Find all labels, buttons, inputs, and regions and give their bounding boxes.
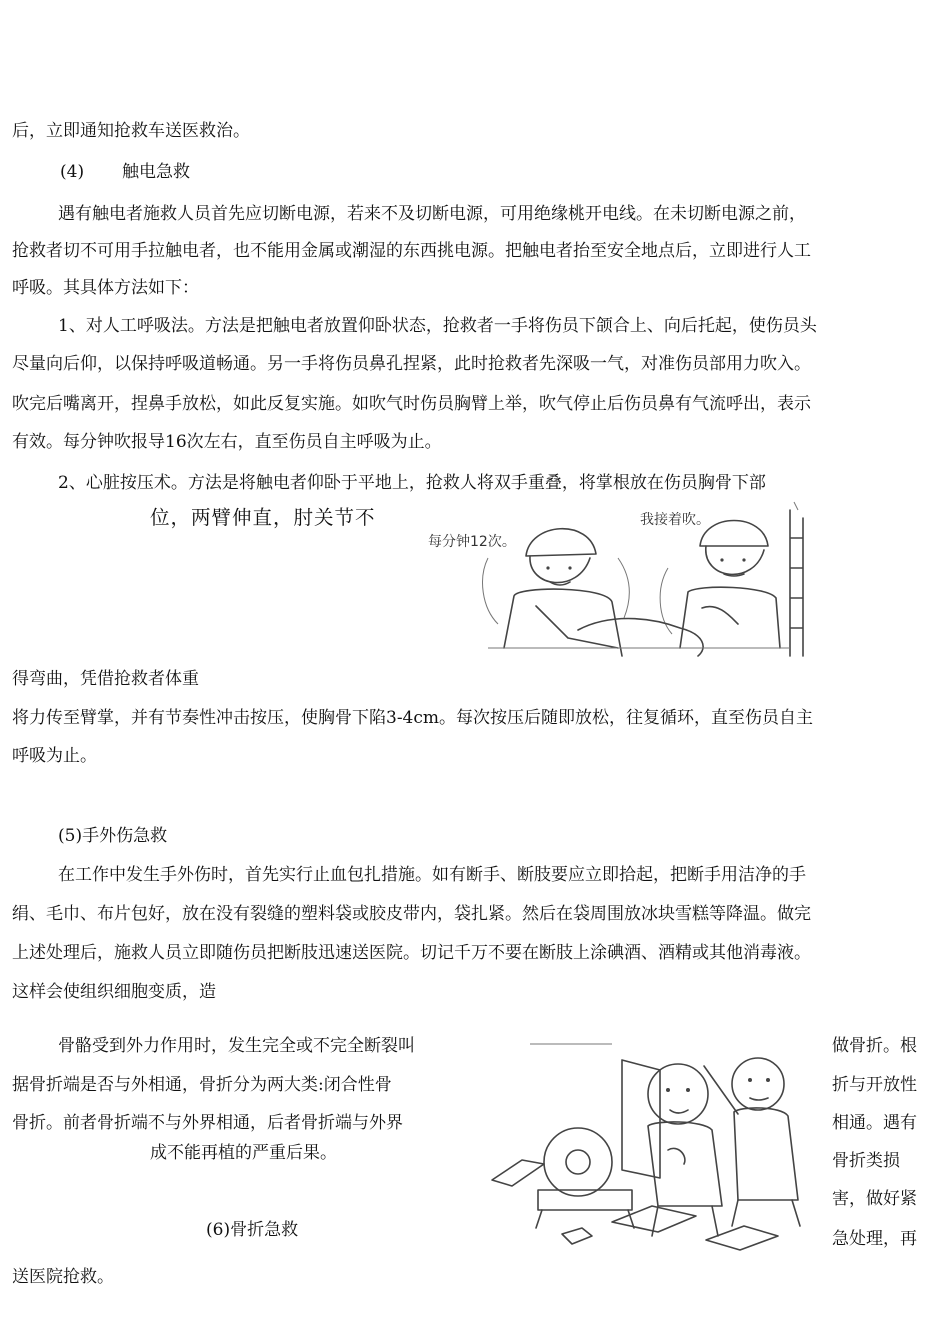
sec4-para1-line: 遇有触电者施救人员首先应切断电源，若来不及切断电源，可用绝缘桃开电线。在未切断电源之前， (58, 204, 806, 224)
sec4-para1-line: 抢救者切不可用手拉触电者，也不能用金属或潮湿的东西挑电源。把触电者抬至安全地点后，立即进行人工 (12, 241, 811, 261)
sec4-para2-line: 1、对人工呼吸法。方法是把触电者放置仰卧状态，抢救者一手将伤员下颌合上、向后托起，使伤员头 (58, 316, 817, 336)
illustration-bubble-right: 我接着吹。 (640, 512, 710, 528)
sec6-right-line: 折与开放性 (832, 1075, 917, 1095)
sec5-para-line: 这样会使组织细胞变质，造 (12, 982, 216, 1002)
sec4-para2-line: 吹完后嘴离开，捏鼻手放松，如此反复实施。如吹气时伤员胸臂上举，吹气停止后伤员鼻有气流呼出，表示 (12, 394, 811, 414)
section-4-number: (4) (60, 162, 85, 182)
sec5-para-line: 上述处理后，施救人员立即随伤员把断肢迅速送医院。切记千万不要在断肢上涂碘酒、酒精或其他消毒液。 (12, 943, 811, 963)
section-5-heading: (5)手外伤急救 (58, 826, 168, 846)
sec6-left-line: 据骨折端是否与外相通，骨折分为两大类:闭合性骨 (12, 1075, 392, 1095)
sec6-right-line: 做骨折。根 (832, 1036, 917, 1056)
sec4-para2-line: 有效。每分钟吹报导16次左右，直至伤员自主呼吸为止。 (12, 432, 442, 452)
sec6-right-line: 骨折类损 (832, 1151, 900, 1171)
section-4-title: 触电急救 (122, 162, 190, 182)
sec6-right-line: 急处理，再 (832, 1229, 917, 1249)
cpr-illustration (418, 498, 818, 658)
section-6-heading: (6)骨折急救 (206, 1220, 299, 1240)
fracture-illustration (482, 1030, 822, 1255)
sec4-para1-line: 呼吸。其具体方法如下： (12, 278, 199, 298)
sec5-para-line: 在工作中发生手外伤时，首先实行止血包扎措施。如有断手、断肢要应立即拾起，把断手用洁净的手 (58, 865, 806, 885)
intro-line: 后，立即通知抢救车送医救治。 (12, 121, 250, 141)
sec4-para3-big-line: 位，两臂伸直，肘关节不 (150, 506, 376, 529)
sec6-right-line: 相通。遇有 (832, 1113, 917, 1133)
sec6-right-line: 害，做好紧 (832, 1189, 917, 1209)
sec4-para2-line: 尽量向后仰，以保持呼吸道畅通。另一手将伤员鼻孔捏紧，此时抢救者先深吸一气，对准伤员部用力吹入。 (12, 354, 811, 374)
sec4-para3-line: 得弯曲，凭借抢救者体重 (12, 669, 199, 689)
sec6-left-line: 骨折。前者骨折端不与外界相通，后者骨折端与外界 (12, 1113, 403, 1133)
sec5-para-line: 绢、毛巾、布片包好，放在没有裂缝的塑料袋或胶皮带内，袋扎紧。然后在袋周围放冰块雪糕等降温。做完 (12, 904, 811, 924)
sec6-left-line: 骨骼受到外力作用时，发生完全或不完全断裂叫 (58, 1036, 415, 1056)
sec4-para3-line: 呼吸为止。 (12, 746, 97, 766)
sec6-left-center-line: 成不能再植的严重后果。 (150, 1143, 337, 1163)
sec4-para3-line: 2、心脏按压术。方法是将触电者仰卧于平地上，抢救人将双手重叠，将掌根放在伤员胸骨下部 (58, 473, 766, 493)
sec6-last-line: 送医院抢救。 (12, 1267, 114, 1287)
sec4-para3-line: 将力传至臂掌，并有节奏性冲击按压，使胸骨下陷3-4cm。每次按压后随即放松，往复循环，直至伤员自主 (12, 708, 814, 728)
illustration-bubble-left: 每分钟12次。 (428, 534, 516, 550)
